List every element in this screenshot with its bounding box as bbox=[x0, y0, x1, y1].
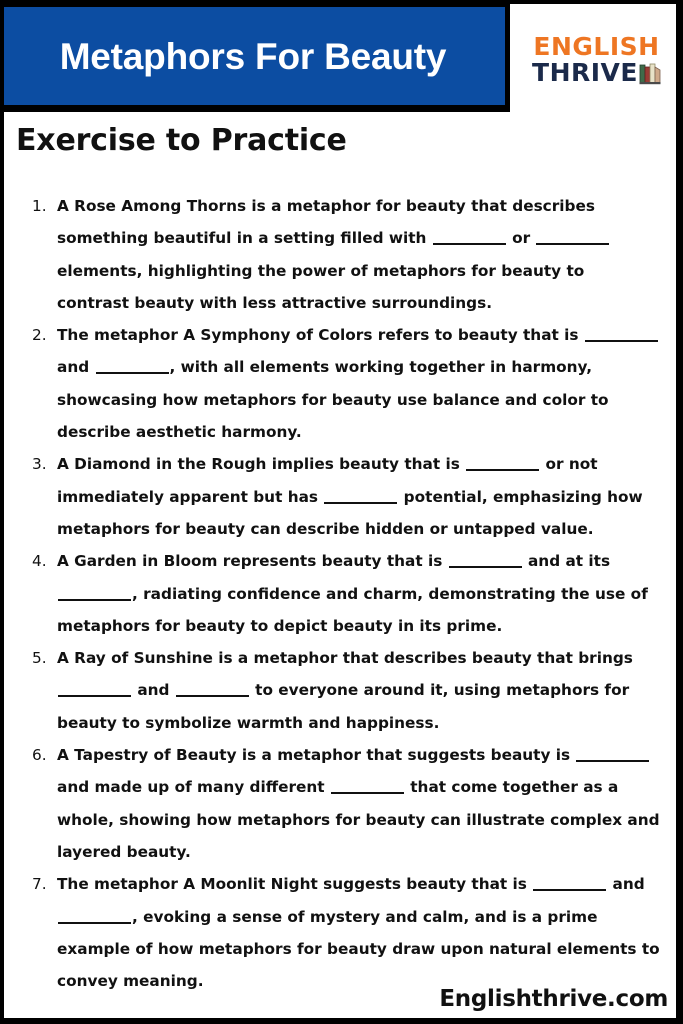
question-text: and bbox=[132, 681, 175, 700]
question-text: A Garden in Bloom represents beauty that is bbox=[57, 552, 448, 571]
fill-in-blank[interactable] bbox=[331, 792, 404, 794]
section-heading: Exercise to Practice bbox=[16, 123, 347, 158]
question-text: A Rose Among Thorns is a metaphor for beauty that describes something beautiful in a setting filled with bbox=[57, 197, 595, 248]
fill-in-blank[interactable] bbox=[533, 889, 606, 891]
list-item bbox=[18, 319, 660, 448]
question-text: A Tapestry of Beauty is a metaphor that suggests beauty is bbox=[57, 746, 576, 765]
logo-line-thrive-row bbox=[532, 60, 661, 86]
worksheet-sheet bbox=[4, 4, 676, 1018]
question-text: A Diamond in the Rough implies beauty that is bbox=[57, 455, 466, 474]
title-banner bbox=[4, 7, 505, 105]
list-item bbox=[18, 739, 660, 868]
fill-in-blank[interactable] bbox=[58, 695, 131, 697]
question-text: , with all elements working together in harmony, showcasing how metaphors for beauty use balance and color to describe aesthetic harmony. bbox=[57, 358, 609, 442]
brand-logo bbox=[519, 14, 674, 106]
fill-in-blank[interactable] bbox=[585, 340, 658, 342]
exercise-question-list bbox=[18, 190, 660, 997]
page-title: Metaphors For Beauty bbox=[59, 35, 447, 77]
list-item bbox=[18, 642, 660, 739]
question-text: that come together as a whole, showing how metaphors for beauty can illustrate complex and layered beauty. bbox=[57, 778, 660, 861]
books-icon bbox=[639, 61, 661, 85]
fill-in-blank[interactable] bbox=[576, 760, 649, 762]
fill-in-blank[interactable] bbox=[536, 243, 609, 245]
list-item bbox=[18, 448, 660, 545]
question-text: The metaphor A Moonlit Night suggests beauty that is bbox=[57, 875, 533, 894]
question-text: and bbox=[607, 875, 645, 894]
fill-in-blank[interactable] bbox=[58, 922, 131, 924]
question-text: potential, emphasizing how metaphors for beauty can describe hidden or untapped value. bbox=[57, 487, 643, 538]
footer-website: Englishthrive.com bbox=[439, 985, 668, 1012]
list-item bbox=[18, 190, 660, 319]
question-text: or not immediately apparent but has bbox=[57, 455, 598, 506]
page-header bbox=[4, 4, 676, 112]
fill-in-blank[interactable] bbox=[449, 566, 522, 568]
question-text: , radiating confidence and charm, demonstrating the use of metaphors for beauty to depict beauty in its prime. bbox=[57, 584, 648, 635]
logo-line-thrive: THRIVE bbox=[532, 58, 638, 87]
fill-in-blank[interactable] bbox=[58, 599, 131, 601]
question-text: to everyone around it, using metaphors for beauty to symbolize warmth and happiness. bbox=[57, 681, 630, 732]
fill-in-blank[interactable] bbox=[324, 502, 397, 504]
logo-line-english: ENGLISH bbox=[533, 31, 660, 61]
fill-in-blank[interactable] bbox=[96, 372, 169, 374]
question-text: A Ray of Sunshine is a metaphor that describes beauty that brings bbox=[57, 649, 633, 668]
question-text: and made up of many different bbox=[57, 778, 330, 797]
fill-in-blank[interactable] bbox=[176, 695, 249, 697]
question-text: , evoking a sense of mystery and calm, and is a prime example of how metaphors for beauty draw upon natural elements to convey meaning. bbox=[57, 907, 660, 991]
fill-in-blank[interactable] bbox=[433, 243, 506, 245]
question-text: or bbox=[506, 229, 536, 248]
list-item bbox=[18, 868, 660, 997]
title-banner-frame bbox=[4, 4, 510, 112]
fill-in-blank[interactable] bbox=[466, 469, 539, 471]
list-item bbox=[18, 545, 660, 642]
question-text: The metaphor A Symphony of Colors refers to beauty that is bbox=[57, 326, 584, 345]
question-text: and bbox=[57, 358, 95, 377]
question-text: elements, highlighting the power of metaphors for beauty to contrast beauty with less attractive surroundings. bbox=[57, 261, 585, 312]
question-text: and at its bbox=[522, 552, 611, 571]
